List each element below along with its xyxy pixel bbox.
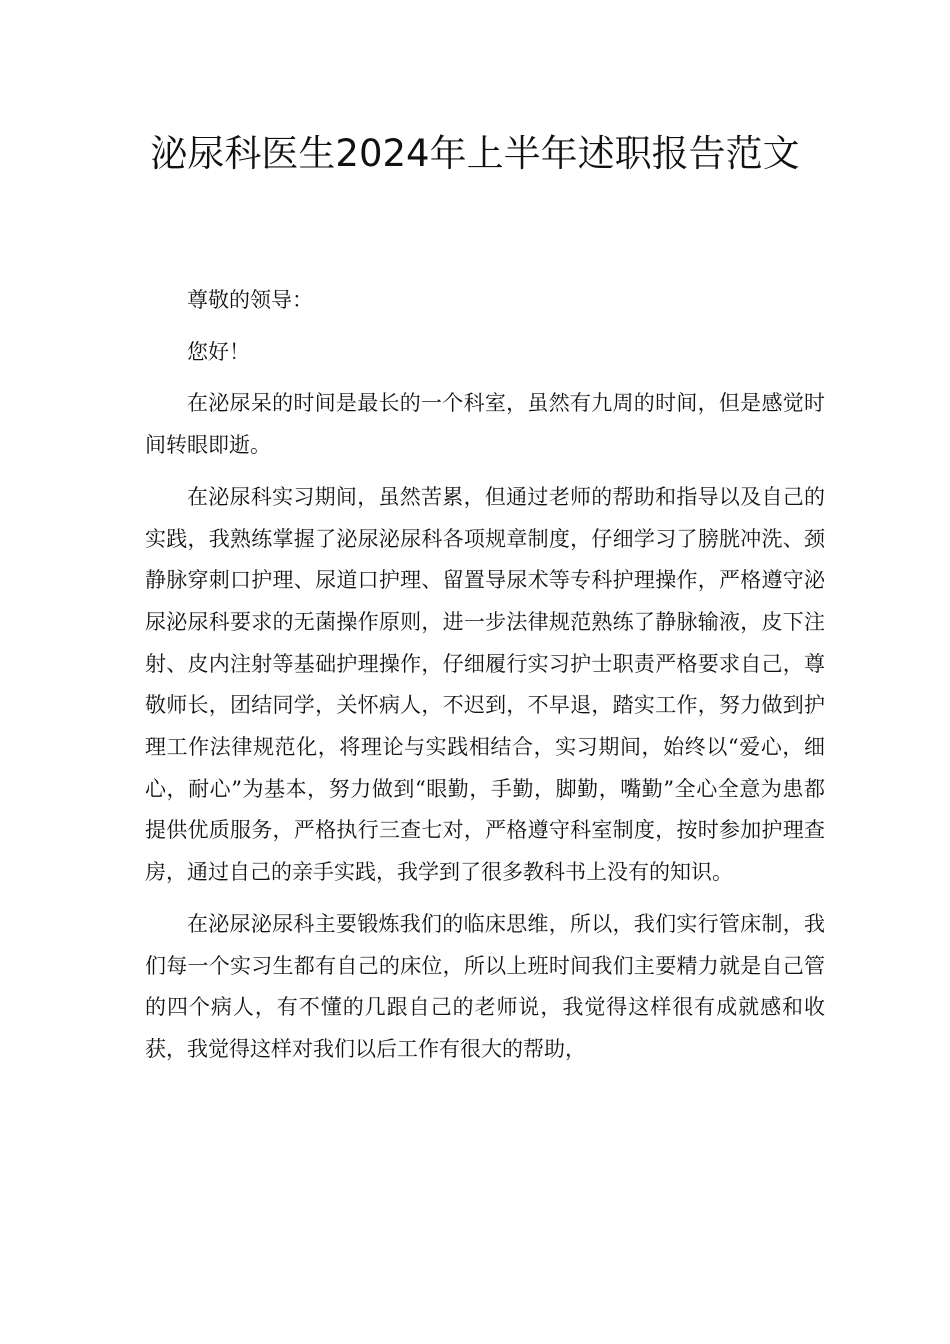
document-body (145, 280, 825, 1081)
greeting: 您好！ (187, 339, 250, 364)
body-paragraph: 在泌尿呆的时间是最长的一个科室，虽然有九周的时间，但是感觉时间转眼即逝。 (145, 391, 825, 458)
body-paragraph: 在泌尿泌尿科主要锻炼我们的临床思维，所以，我们实行管床制，我们每一个实习生都有自己的床位，所以上班时间我们主要精力就是自己管的四个病人，有不懂的几跟自己的老师说，我觉得这样很有成就感和收获，我觉得这样对我们以后工作有很大的帮助， (145, 911, 825, 1061)
document-title: 泌尿科医生2024年上半年述职报告范文 (150, 132, 800, 175)
salutation: 尊敬的领导： (187, 288, 313, 312)
body-paragraph: 在泌尿科实习期间，虽然苦累，但通过老师的帮助和指导以及自己的实践，我熟练掌握了泌尿泌尿科各项规章制度，仔细学习了膀胱冲洗、颈静脉穿刺口护理、尿道口护理、留置导尿术等专科护理操作，严格遵守泌尿泌尿科要求的无菌操作原则，进一步法律规范熟练了静脉输液，皮下注射、皮内注射等基础护理操作，仔细履行实习护士职责严格要求自己，尊敬师长，团结同学，关怀病人，不迟到，不早退，踏实工作，努力做到护理工作法律规范化，将理论与实践相结合，实习期间，始终以“爱心，细心，耐心”为基本，努力做到“眼勤，手勤，脚勤，嘴勤”全心全意为患都提供优质服务，严格执行三查七对，严格遵守科室制度，按时参加护理查房，通过自己的亲手实践，我学到了很多教科书上没有的知识。 (145, 484, 825, 885)
